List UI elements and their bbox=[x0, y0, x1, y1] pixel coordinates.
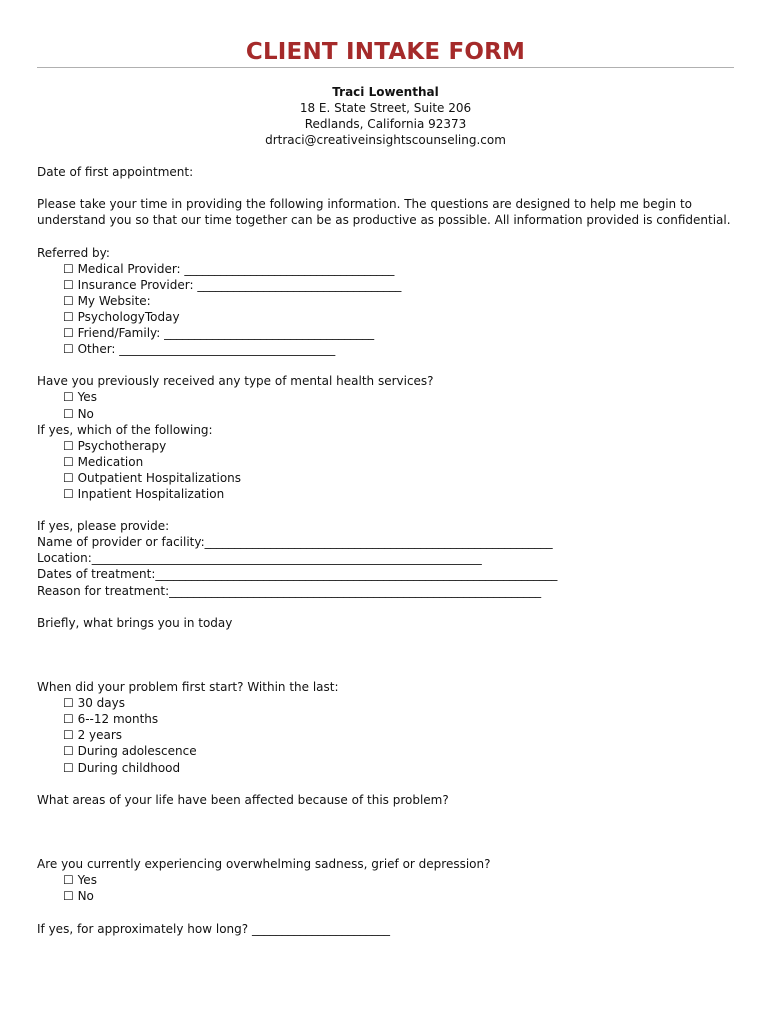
sadness-yes[interactable]: ☐ Yes bbox=[63, 873, 97, 888]
referral-option-friend-family[interactable]: ☐ Friend/Family: ___________________________________ bbox=[63, 326, 375, 341]
intro-line-1: Please take your time in providing the following information. The questions are designed to help me begin to bbox=[37, 197, 693, 212]
previous-services-yes[interactable]: ☐ Yes bbox=[63, 390, 97, 405]
reason-for-treatment-field[interactable]: Reason for treatment:______________________________________________________________ bbox=[37, 583, 542, 598]
referral-option-medical[interactable]: ☐ Medical Provider: ___________________________________ bbox=[63, 261, 395, 276]
which-services-label: If yes, which of the following: bbox=[37, 422, 213, 437]
sadness-question: Are you currently experiencing overwhelming sadness, grief or depression? bbox=[37, 857, 491, 872]
address-line-2: Redlands, California 92373 bbox=[304, 117, 467, 131]
problem-start-2-years[interactable]: ☐ 2 years bbox=[63, 728, 123, 743]
referral-option-psychologytoday[interactable]: ☐ PsychologyToday bbox=[63, 309, 180, 324]
referral-option-insurance[interactable]: ☐ Insurance Provider: __________________________________ bbox=[63, 277, 402, 292]
service-option-outpatient[interactable]: ☐ Outpatient Hospitalizations bbox=[63, 470, 242, 485]
provider-name-field[interactable]: Name of provider or facility:__________________________________________________________ bbox=[37, 535, 553, 550]
areas-affected-question: What areas of your life have been affected because of this problem? bbox=[37, 792, 449, 807]
sadness-no[interactable]: ☐ No bbox=[63, 889, 94, 904]
areas-affected-answer-space[interactable] bbox=[37, 808, 734, 856]
provide-label: If yes, please provide: bbox=[37, 519, 170, 534]
referred-by-label: Referred by: bbox=[37, 245, 110, 260]
sadness-duration-field[interactable]: If yes, for approximately how long? _______________________ bbox=[37, 921, 390, 936]
previous-services-question: Have you previously received any type of mental health services? bbox=[37, 374, 434, 389]
therapist-email: drtraci@creativeinsightscounseling.com bbox=[265, 133, 506, 147]
problem-start-childhood[interactable]: ☐ During childhood bbox=[63, 760, 181, 775]
previous-services-no[interactable]: ☐ No bbox=[63, 406, 94, 421]
service-option-psychotherapy[interactable]: ☐ Psychotherapy bbox=[63, 438, 167, 453]
problem-start-question: When did your problem first start? Within the last: bbox=[37, 680, 339, 695]
problem-start-30-days[interactable]: ☐ 30 days bbox=[63, 696, 125, 711]
title-divider bbox=[37, 67, 734, 68]
dates-of-treatment-field[interactable]: Dates of treatment:___________________________________________________________________ bbox=[37, 567, 558, 582]
intro-line-2: understand you so that our time together can be as productive as possible. All information provided is confidential. bbox=[37, 213, 731, 228]
therapist-name: Traci Lowenthal bbox=[332, 85, 439, 99]
brings-you-question: Briefly, what brings you in today bbox=[37, 615, 233, 630]
service-option-medication[interactable]: ☐ Medication bbox=[63, 454, 144, 469]
first-appointment-label: Date of first appointment: bbox=[37, 165, 194, 180]
intake-form-page bbox=[37, 0, 734, 937]
brings-you-answer-space[interactable] bbox=[37, 631, 734, 679]
referral-option-website[interactable]: ☐ My Website: bbox=[63, 293, 151, 308]
therapist-header bbox=[37, 84, 734, 148]
problem-start-adolescence[interactable]: ☐ During adolescence bbox=[63, 744, 197, 759]
problem-start-6-12-months[interactable]: ☐ 6--12 months bbox=[63, 712, 159, 727]
form-title: CLIENT INTAKE FORM bbox=[245, 39, 526, 65]
referral-option-other[interactable]: ☐ Other: ____________________________________ bbox=[63, 342, 336, 357]
address-line-1: 18 E. State Street, Suite 206 bbox=[299, 101, 472, 115]
location-field[interactable]: Location:_________________________________________________________________ bbox=[37, 551, 482, 566]
service-option-inpatient[interactable]: ☐ Inpatient Hospitalization bbox=[63, 486, 225, 501]
